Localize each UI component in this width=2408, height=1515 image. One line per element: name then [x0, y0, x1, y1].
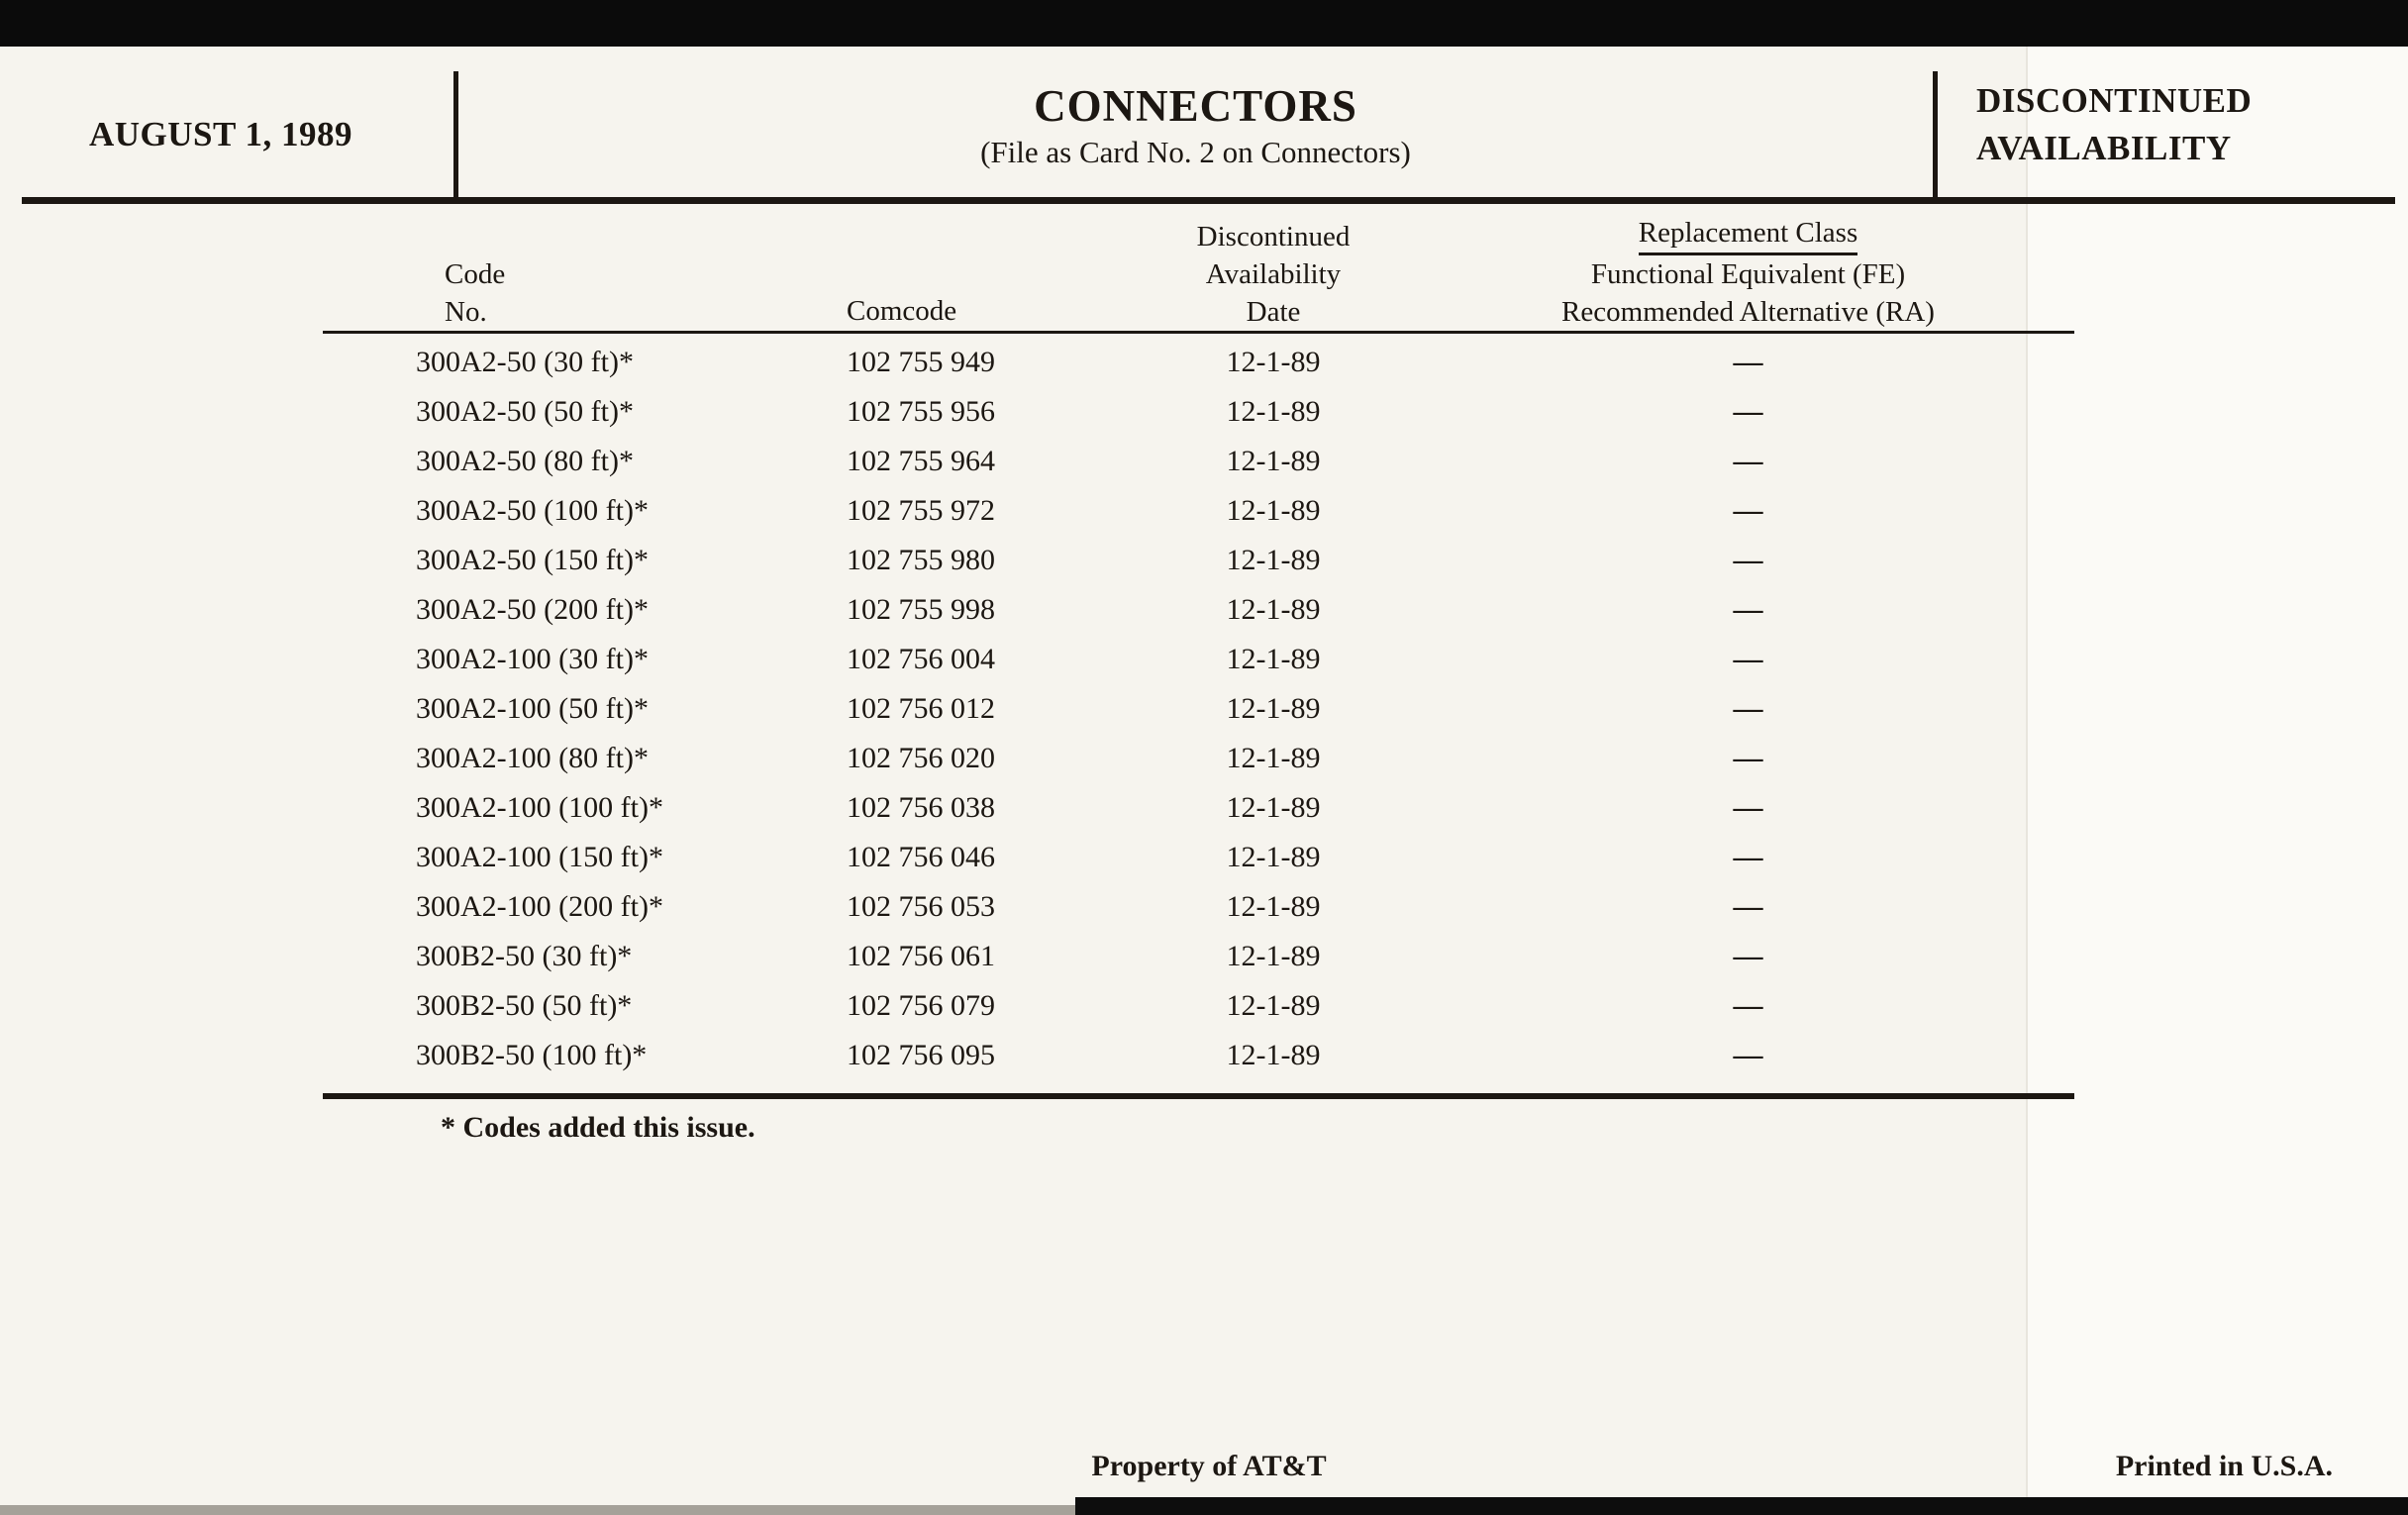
cell-discontinued-date: 12-1-89 — [1226, 643, 1321, 675]
cell-discontinued-date: 12-1-89 — [1226, 742, 1321, 774]
table-row — [323, 734, 2074, 783]
corner-label-line2: AVAILABILITY — [1976, 129, 2232, 167]
cell-discontinued-date: 12-1-89 — [1226, 791, 1321, 824]
cell-comcode: 102 756 079 — [847, 989, 995, 1022]
table-row — [323, 684, 2074, 734]
cell-comcode: 102 756 020 — [847, 742, 995, 774]
cell-code-no: 300B2-50 (30 ft)* — [416, 940, 633, 972]
cell-replacement: — — [1733, 692, 1763, 725]
cell-comcode: 102 756 061 — [847, 940, 995, 972]
scan-bottom-border — [1075, 1497, 2408, 1515]
cell-code-no: 300A2-50 (100 ft)* — [416, 494, 649, 527]
cell-code-no: 300A2-100 (150 ft)* — [416, 841, 663, 873]
cell-comcode: 102 756 004 — [847, 643, 995, 675]
column-header-replacement — [1461, 214, 2074, 331]
cell-code-no: 300A2-50 (50 ft)* — [416, 395, 634, 428]
column-header-rule — [323, 331, 2074, 334]
cell-discontinued-date: 12-1-89 — [1226, 544, 1321, 576]
cell-code-no: 300A2-100 (30 ft)* — [416, 643, 649, 675]
table-row — [323, 1031, 2074, 1080]
table-row — [323, 783, 2074, 833]
table-row — [323, 437, 2074, 486]
cell-replacement: — — [1733, 742, 1763, 774]
table-row — [323, 585, 2074, 635]
cell-comcode: 102 756 012 — [847, 692, 995, 725]
cell-discontinued-date: 12-1-89 — [1226, 346, 1321, 378]
replacement-class-underlined-label: Replacement Class — [1639, 214, 1857, 255]
cell-replacement: — — [1733, 989, 1763, 1022]
cell-code-no: 300A2-100 (80 ft)* — [416, 742, 649, 774]
cell-replacement: — — [1733, 1039, 1763, 1071]
header-divider-right — [1933, 71, 1938, 198]
cell-code-no: 300B2-50 (100 ft)* — [416, 1039, 648, 1071]
page-title: CONNECTORS — [1034, 81, 1357, 131]
cell-comcode: 102 756 095 — [847, 1039, 995, 1071]
table-bottom-rule — [323, 1093, 2074, 1099]
column-header-replacement-line3: Recommended Alternative (RA) — [1561, 296, 1935, 328]
cell-replacement: — — [1733, 940, 1763, 972]
cell-comcode: 102 756 046 — [847, 841, 995, 873]
issue-date: AUGUST 1, 1989 — [89, 115, 352, 153]
footer-property-label: Property of AT&T — [1091, 1450, 1327, 1482]
cell-replacement: — — [1733, 445, 1763, 477]
cell-code-no: 300A2-100 (200 ft)* — [416, 890, 663, 923]
column-header-code-no — [323, 255, 758, 331]
page-subtitle: (File as Card No. 2 on Connectors) — [980, 135, 1411, 169]
cell-discontinued-date: 12-1-89 — [1226, 395, 1321, 428]
cell-discontinued-date: 12-1-89 — [1226, 445, 1321, 477]
cell-code-no: 300A2-50 (80 ft)* — [416, 445, 634, 477]
cell-discontinued-date: 12-1-89 — [1226, 692, 1321, 725]
table-row — [323, 536, 2074, 585]
table-column-headers — [323, 214, 2074, 331]
table-row — [323, 833, 2074, 882]
cell-replacement: — — [1733, 346, 1763, 378]
cell-comcode: 102 756 038 — [847, 791, 995, 824]
cell-comcode: 102 756 053 — [847, 890, 995, 923]
cell-replacement: — — [1733, 791, 1763, 824]
cell-code-no: 300A2-100 (50 ft)* — [416, 692, 649, 725]
column-header-replacement-line1 — [1461, 214, 2035, 255]
cell-discontinued-date: 12-1-89 — [1226, 1039, 1321, 1071]
table-row — [323, 882, 2074, 932]
column-header-code-line2: No. — [445, 296, 487, 328]
cell-discontinued-date: 12-1-89 — [1226, 494, 1321, 527]
cell-comcode: 102 755 964 — [847, 445, 995, 477]
cell-replacement: — — [1733, 544, 1763, 576]
cell-comcode: 102 755 972 — [847, 494, 995, 527]
cell-code-no: 300A2-50 (150 ft)* — [416, 544, 649, 576]
footnote: * Codes added this issue. — [441, 1111, 755, 1144]
table-row — [323, 486, 2074, 536]
scan-top-border — [0, 0, 2408, 47]
cell-discontinued-date: 12-1-89 — [1226, 890, 1321, 923]
column-header-date-line3: Date — [1246, 296, 1301, 328]
column-header-code-line1: Code — [445, 258, 506, 290]
cell-comcode: 102 755 980 — [847, 544, 995, 576]
cell-comcode: 102 755 956 — [847, 395, 995, 428]
cell-code-no: 300A2-50 (30 ft)* — [416, 346, 634, 378]
corner-label-line1: DISCONTINUED — [1976, 81, 2253, 120]
cell-replacement: — — [1733, 593, 1763, 626]
cell-code-no: 300A2-100 (100 ft)* — [416, 791, 663, 824]
cell-discontinued-date: 12-1-89 — [1226, 989, 1321, 1022]
column-header-comcode-label: Comcode — [847, 295, 957, 327]
table-row — [323, 932, 2074, 981]
table-row — [323, 387, 2074, 437]
cell-replacement: — — [1733, 395, 1763, 428]
table-body — [323, 338, 2074, 1080]
cell-discontinued-date: 12-1-89 — [1226, 593, 1321, 626]
cell-replacement: — — [1733, 841, 1763, 873]
header-title-block — [458, 81, 1933, 172]
cell-code-no: 300B2-50 (50 ft)* — [416, 989, 633, 1022]
table-row — [323, 338, 2074, 387]
table-row — [323, 635, 2074, 684]
footer-printed-label: Printed in U.S.A. — [2115, 1450, 2333, 1482]
column-header-replacement-line2: Functional Equivalent (FE) — [1590, 258, 1906, 290]
cell-comcode: 102 755 998 — [847, 593, 995, 626]
cell-discontinued-date: 12-1-89 — [1226, 940, 1321, 972]
corner-label — [1976, 77, 2392, 172]
header-rule — [22, 197, 2395, 204]
cell-discontinued-date: 12-1-89 — [1226, 841, 1321, 873]
column-header-comcode — [758, 292, 1085, 331]
cell-replacement: — — [1733, 494, 1763, 527]
table-row — [323, 981, 2074, 1031]
column-header-date-line2: Availability — [1205, 258, 1342, 290]
cell-replacement: — — [1733, 643, 1763, 675]
cell-replacement: — — [1733, 890, 1763, 923]
card-right-edge — [2026, 47, 2408, 1497]
cell-comcode: 102 755 949 — [847, 346, 995, 378]
column-header-date-line1: Discontinued — [1196, 221, 1351, 252]
cell-code-no: 300A2-50 (200 ft)* — [416, 593, 649, 626]
scan-bottom-gray-edge — [0, 1505, 1075, 1515]
column-header-date — [1085, 218, 1461, 331]
